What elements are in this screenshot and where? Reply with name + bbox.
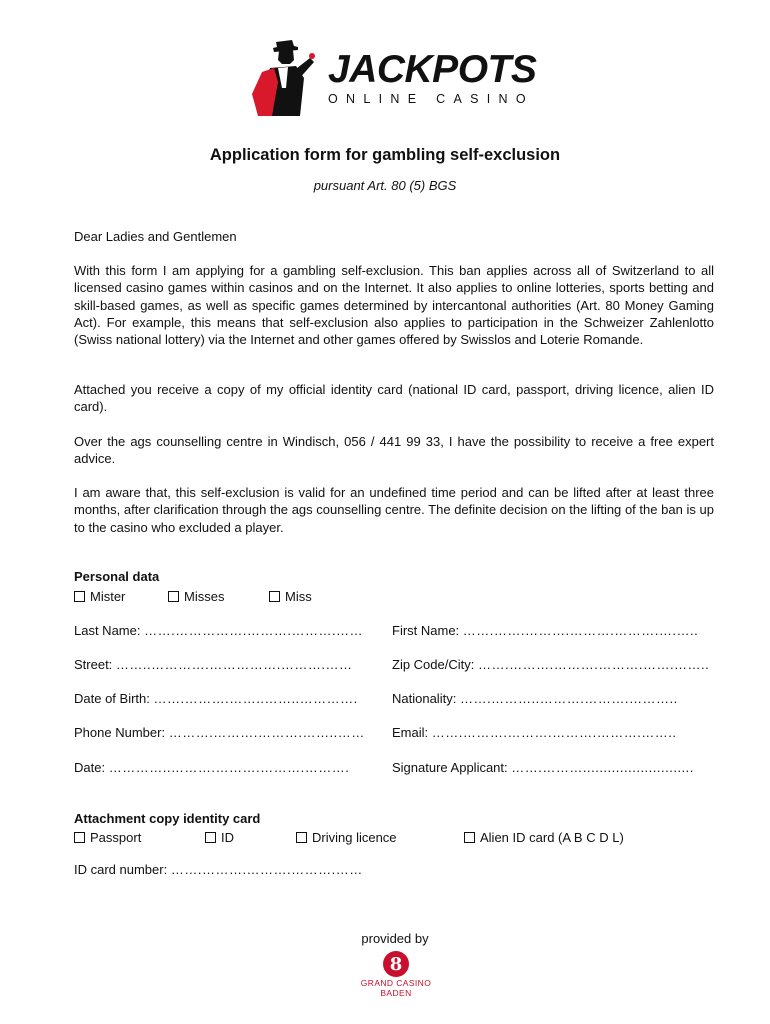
- field-label: Street:: [74, 657, 113, 672]
- checkbox-label: Misses: [184, 589, 225, 604]
- field-dots: …….………...........................: [511, 760, 694, 775]
- field-label: Date of Birth:: [74, 691, 150, 706]
- checkbox-box[interactable]: [269, 591, 280, 602]
- field-dots: …….……….……..……..………….: [153, 691, 358, 706]
- field-dots: …….…………….……….……….……: [144, 623, 364, 638]
- salutation-miss-checkbox[interactable]: [269, 589, 312, 604]
- field-label: Last Name:: [74, 623, 141, 638]
- grand-casino-baden-logo: [352, 950, 440, 998]
- salutation: Dear Ladies and Gentlemen: [74, 229, 237, 244]
- gentleman-figure-icon: [248, 38, 318, 116]
- street-field[interactable]: [74, 657, 386, 672]
- checkbox-label: Driving licence: [312, 830, 397, 845]
- alien-id-card-checkbox[interactable]: [464, 830, 624, 845]
- field-dots: …….………..……….……….………..: [459, 691, 678, 706]
- field-label: ID card number:: [74, 862, 168, 877]
- casino-name-line2: BADEN: [380, 988, 412, 998]
- checkbox-label: Miss: [285, 589, 312, 604]
- nationality-field[interactable]: [392, 691, 712, 706]
- provided-by-text: provided by: [361, 931, 429, 946]
- field-dots: ……….……….……….……..……: [168, 725, 365, 740]
- field-dots: …….…….……….……….……….….…..: [462, 623, 699, 638]
- checkbox-label: Mister: [90, 589, 126, 604]
- first-name-field[interactable]: [392, 623, 712, 638]
- signature-field[interactable]: [392, 760, 712, 775]
- page-subtitle: pursuant Art. 80 (5) BGS: [313, 178, 457, 193]
- id-checkbox[interactable]: [205, 830, 234, 845]
- brand-name: JACKPOTS: [328, 48, 537, 91]
- checkbox-box[interactable]: [296, 832, 307, 843]
- brand-tagline: ONLINE CASINO: [328, 92, 534, 106]
- casino-monogram: 8: [389, 954, 403, 975]
- checkbox-label: Passport: [90, 830, 142, 845]
- paragraph-scope: With this form I am applying for a gambling self-exclusion. This ban applies across all of Switzerland to all licensed casino games within casinos and on the Internet. It also applies to online lotteries, sports betting and skill-based games, as well as specific games determined by intercantonal authorities (Art. 80 Money Gaming Act). For example, this means that self-exclusion also applies to participation in the Schweizer Zahlenlotto (Swiss national lottery) via the Internet and other games offered by Swisslos and Loterie Romande.: [74, 263, 714, 348]
- field-dots: …….……….……….……….……: [170, 862, 363, 877]
- paragraph-validity: I am aware that, this self-exclusion is valid for an undefined time period and can be lifted after at least three months, after clarification through the ags counselling centre. The definite decision on the lifting of the ban is up to the casino who excluded a player.: [74, 485, 714, 535]
- field-label: Zip Code/City:: [392, 657, 475, 672]
- paragraph-counselling: Over the ags counselling centre in Windisch, 056 / 441 99 33, I have the possibility to receive a free expert advice.: [74, 434, 714, 467]
- field-label: Signature Applicant:: [392, 760, 508, 775]
- field-dots: ……..………….…………….……….……: [115, 657, 353, 672]
- salutation-mister-checkbox[interactable]: [74, 589, 125, 604]
- checkbox-label: ID: [221, 830, 234, 845]
- last-name-field[interactable]: [74, 623, 386, 638]
- email-field[interactable]: [392, 725, 712, 740]
- field-dots: …….……….……….……….……….……..: [431, 725, 677, 740]
- paragraph-attachment: Attached you receive a copy of my official identity card (national ID card, passport, driving licence, alien ID card).: [74, 382, 714, 415]
- field-dots: …………..……….……….……….……….: [108, 760, 350, 775]
- casino-monogram-icon: [382, 950, 410, 978]
- attachment-heading: Attachment copy identity card: [74, 811, 261, 826]
- zip-city-field[interactable]: [392, 657, 712, 672]
- field-label: Phone Number:: [74, 725, 166, 740]
- page-title: Application form for gambling self-exclusion: [209, 146, 561, 164]
- date-of-birth-field[interactable]: [74, 691, 386, 706]
- casino-name-line1: GRAND CASINO: [360, 978, 432, 988]
- field-label: Email:: [392, 725, 429, 740]
- personal-data-heading: Personal data: [74, 569, 160, 584]
- checkbox-box[interactable]: [74, 832, 85, 843]
- field-label: First Name:: [392, 623, 460, 638]
- salutation-misses-checkbox[interactable]: [168, 589, 224, 604]
- driving-licence-checkbox[interactable]: [296, 830, 397, 845]
- checkbox-box[interactable]: [168, 591, 179, 602]
- date-field[interactable]: [74, 760, 386, 775]
- jackpots-logo: [248, 38, 548, 116]
- checkbox-label: Alien ID card (A B C D L): [480, 830, 624, 845]
- checkbox-box[interactable]: [74, 591, 85, 602]
- checkbox-box[interactable]: [464, 832, 475, 843]
- id-card-number-field[interactable]: [74, 862, 394, 877]
- checkbox-box[interactable]: [205, 832, 216, 843]
- passport-checkbox[interactable]: [74, 830, 141, 845]
- field-label: Date:: [74, 760, 106, 775]
- phone-number-field[interactable]: [74, 725, 386, 740]
- field-label: Nationality:: [392, 691, 457, 706]
- field-dots: …….……….……….……….…….……..: [478, 657, 710, 672]
